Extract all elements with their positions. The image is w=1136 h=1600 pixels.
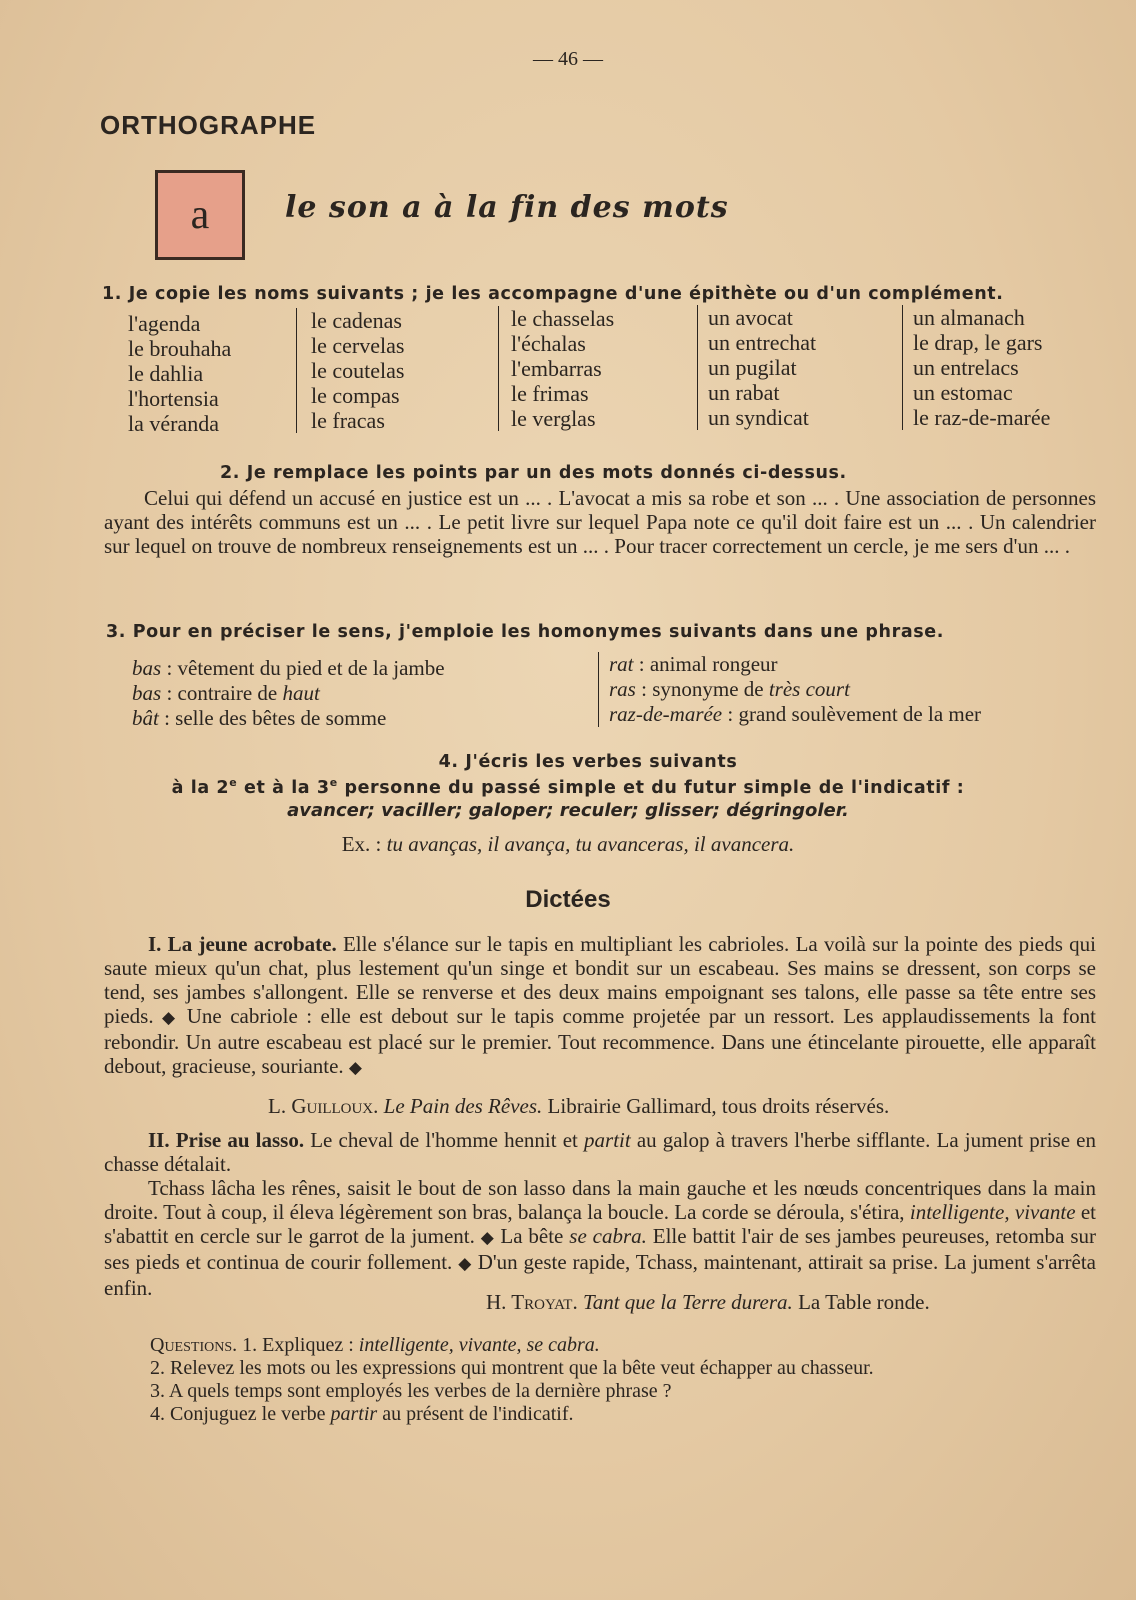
lesson-title: le son a à la fin des mots	[285, 190, 729, 225]
exercise-4-example: Ex. : tu avanças, il avança, tu avanceras, il avancera.	[341, 832, 795, 856]
homonym-entry: ras : synonyme de très court	[609, 677, 850, 701]
noun-column-4	[697, 305, 816, 430]
homonyms-right	[598, 652, 981, 727]
exercise-2-text: Celui qui défend un accusé en justice est un ... . L'avocat a mis sa robe et son ... . Une association de personnes ayant des intérêts communs est un ... . Le petit livre sur lequel Papa note ce qu'il doit faire est un ... . Un calendrier sur lequel on trouve de nombreux renseignements est un ... . Pour tracer correctement un cercle, je me sers d'un ... .	[104, 486, 1096, 558]
homonym-entry: bât : selle des bêtes de somme	[132, 706, 387, 730]
noun: le verglas	[511, 406, 596, 431]
noun: un almanach	[913, 305, 1025, 330]
exercise-1-heading: 1. Je copie les noms suivants ; je les accompagne d'une épithète ou d'un complément.	[102, 284, 1004, 304]
homonym-entry: bas : vêtement du pied et de la jambe	[132, 656, 445, 680]
dictee-1-source: L. Guilloux. Le Pain des Rêves. Librairie Gallimard, tous droits réservés.	[268, 1094, 890, 1118]
exercise-4-heading: 4. J'écris les verbes suivants	[438, 752, 738, 772]
noun: l'embarras	[511, 356, 602, 381]
diamond-marker: ◆	[458, 1254, 472, 1274]
noun: le cadenas	[311, 308, 402, 333]
question-2: 2. Relevez les mots ou les expressions qui montrent que la bête veut échapper au chasseur.	[150, 1357, 874, 1379]
dictee-1-text: I. La jeune acrobate. Elle s'élance sur le tapis en multipliant les cabrioles. La voilà sur la pointe des pieds qui saute mieux qu'un chat, plus lestement qu'un singe et bondit sur un escabeau. Ses mains se dressent, son corps se tend, ses jambes s'allongent. Elle se renverse et des deux mains empoignant ses talons, elle passe sa tête entre ses pieds. ◆ Une cabriole : elle est debout sur le tapis comme projetée par un ressort. Les applaudissements la font rebondir. Un autre escabeau est placé sur le premier. Tout recommence. Dans une étincelante pirouette, elle apparaît debout, gracieuse, souriante. ◆	[104, 932, 1097, 1078]
noun: un pugilat	[708, 355, 797, 380]
noun: le coutelas	[311, 358, 405, 383]
noun: un rabat	[708, 380, 780, 405]
noun: l'échalas	[511, 331, 586, 356]
homonym-entry: rat : animal rongeur	[609, 652, 778, 676]
noun: le dahlia	[128, 361, 204, 386]
noun: le drap, le gars	[913, 330, 1043, 355]
lesson-letter: a	[190, 192, 210, 238]
dictee-2-paragraph-2: Tchass lâcha les rênes, saisit le bout de son lasso dans la main gauche et les nœuds concentriques dans la main droite. Tout à coup, il éleva légèrement son bras, balança la boucle. La corde se déroula, s'étira, intelligente, vivante et s'abattit en cercle sur le garrot de la jument. ◆ La bête se cabra. Elle battit l'air de ses jambes peureuses, retomba sur ses pieds et continua de courir follement. ◆ D'un geste rapide, Tchass, maintenant, attirait sa prise. La jument s'arrêta enfin.	[104, 1176, 1097, 1300]
question-3: 3. A quels temps sont employés les verbes de la dernière phrase ?	[150, 1380, 672, 1402]
exercise-2-heading: 2. Je remplace les points par un des mots donnés ci-dessus.	[220, 463, 847, 483]
homonym-entry: raz-de-marée : grand soulèvement de la mer	[609, 702, 982, 726]
section-title: ORTHOGRAPHE	[100, 110, 317, 140]
noun: un estomac	[913, 380, 1013, 405]
homonym-entry: bas : contraire de haut	[132, 681, 320, 705]
noun: le raz-de-marée	[913, 405, 1051, 430]
noun: un syndicat	[708, 405, 809, 430]
noun-column-5	[902, 305, 1050, 430]
dictees-title: Dictées	[525, 886, 611, 913]
noun: un avocat	[708, 305, 793, 330]
question-1: Questions. 1. Expliquez : intelligente, vivante, se cabra.	[150, 1334, 600, 1356]
noun: l'hortensia	[128, 386, 219, 411]
noun: un entrelacs	[913, 355, 1019, 380]
diamond-marker: ◆	[348, 1058, 362, 1078]
diamond-marker: ◆	[162, 1008, 179, 1028]
dictee-2-source: H. Troyat. Tant que la Terre durera. La Table ronde.	[486, 1290, 930, 1314]
diamond-marker: ◆	[480, 1228, 495, 1248]
noun: le cervelas	[311, 333, 405, 358]
question-4: 4. Conjuguez le verbe partir au présent de l'indicatif.	[150, 1403, 574, 1425]
noun: un entrechat	[708, 330, 817, 355]
exercise-4-subheading: à la 2e et à la 3e personne du passé simple et du futur simple de l'indicatif :	[171, 776, 965, 798]
noun-column-2	[296, 308, 404, 433]
dictee-2-paragraph-1: II. Prise au lasso. Le cheval de l'homme hennit et partit au galop à travers l'herbe sifflante. La jument prise en chasse détalait.	[104, 1128, 1096, 1176]
noun: le brouhaha	[128, 336, 232, 361]
homonyms-left	[132, 656, 445, 731]
noun: le frimas	[511, 381, 589, 406]
noun: l'agenda	[128, 311, 201, 336]
exercise-3-heading: 3. Pour en préciser le sens, j'emploie les homonymes suivants dans une phrase.	[106, 622, 944, 642]
noun-column-3	[498, 306, 614, 431]
noun: le fracas	[311, 408, 385, 433]
noun: le chasselas	[511, 306, 615, 331]
noun: la véranda	[128, 411, 219, 436]
exercise-4-verbs: avancer; vaciller; galoper; reculer; glisser; dégringoler.	[287, 800, 849, 821]
noun-column-1	[128, 311, 231, 436]
noun: le compas	[311, 383, 400, 408]
lesson-letter-box	[155, 170, 245, 260]
page-number: — 46 —	[533, 48, 603, 70]
